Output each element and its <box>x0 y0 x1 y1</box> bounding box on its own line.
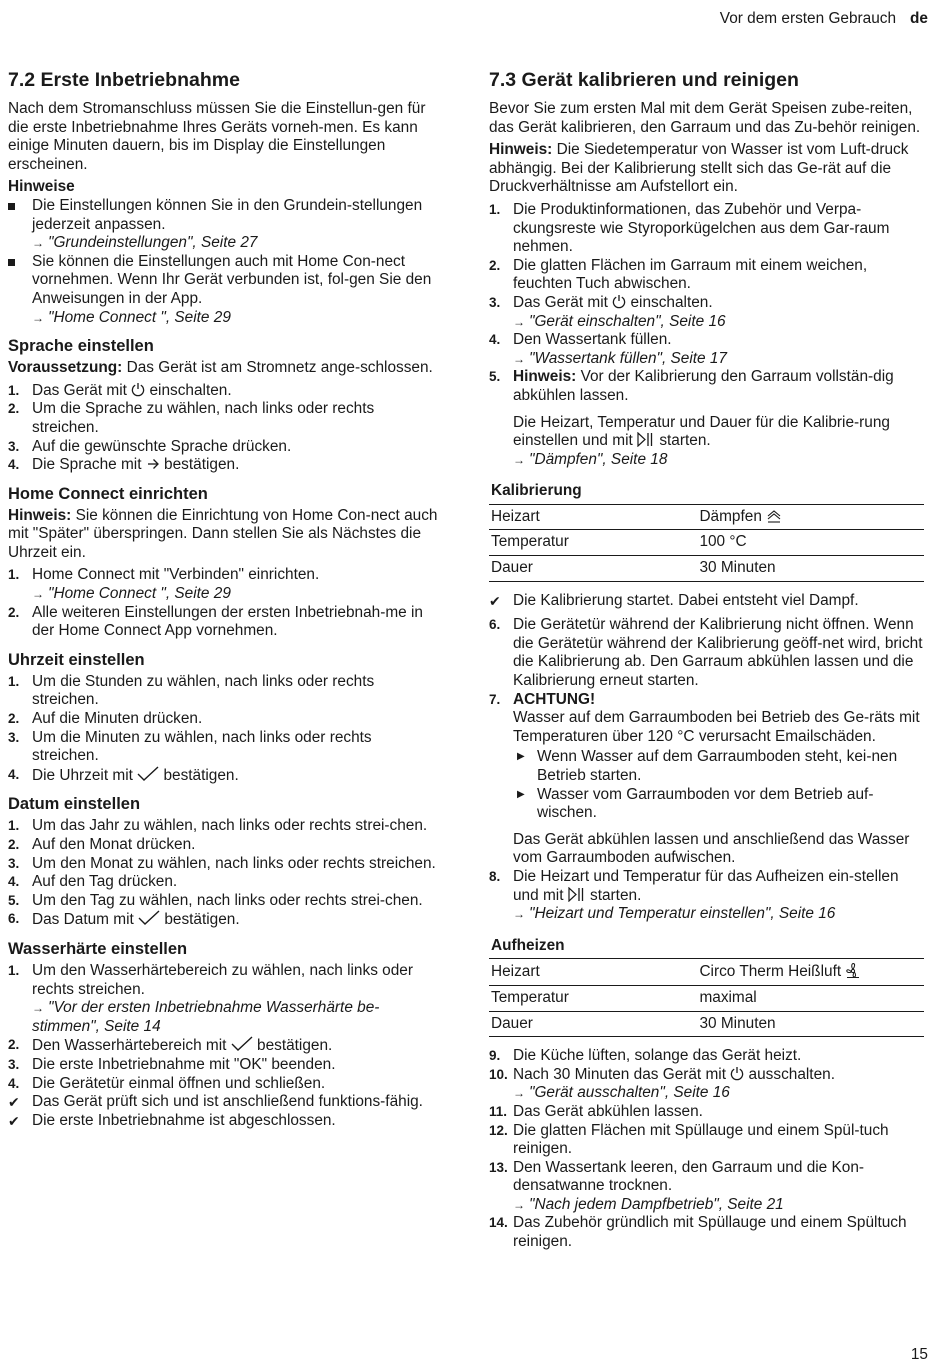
reference-arrow-icon: → <box>32 310 44 325</box>
result-check-icon: ✔ <box>8 1112 20 1129</box>
step-number: 14. <box>489 1215 508 1231</box>
table-cell-key: Heizart <box>489 959 693 986</box>
step-item <box>489 257 924 294</box>
step-text: Die glatten Flächen im Garraum mit einem weichen, feuchten Tuch abwischen. <box>513 256 868 293</box>
step-number: 3. <box>8 729 20 745</box>
step-number: 8. <box>489 868 501 884</box>
step-number: 3. <box>8 438 20 454</box>
reference-link[interactable]: "Home Connect ", Seite 29 <box>48 308 231 326</box>
reference-link[interactable]: "Home Connect ", Seite 29 <box>48 585 231 603</box>
step-number: 7. <box>489 691 501 707</box>
calibration-table <box>489 479 924 581</box>
step-text: Den Wassertank füllen. <box>513 331 672 349</box>
step-item <box>489 368 924 469</box>
note-text: Sie können die Einrichtung von Home Con-nect auch mit "Später" überspringen. Dann stellen Sie als Nächstes die Uhrzeit ein. <box>8 506 438 561</box>
reference-link[interactable]: "Wassertank füllen", Seite 17 <box>529 349 727 367</box>
cross-reference[interactable] <box>513 350 924 369</box>
checkmark-icon <box>231 1036 253 1052</box>
step-item <box>8 1075 440 1094</box>
cell-text: Circo Therm Heißluft <box>699 963 842 981</box>
reference-arrow-icon: → <box>513 907 525 922</box>
step-item <box>8 729 440 766</box>
step-item <box>8 910 440 930</box>
step-text: Das Datum mit <box>32 911 139 929</box>
table-cell-value: 100 °C <box>693 530 924 556</box>
cross-reference[interactable] <box>513 1084 924 1103</box>
step-text: bestätigen. <box>160 911 240 929</box>
step-item <box>8 766 440 786</box>
step-text: Die Uhrzeit mit <box>32 766 138 784</box>
step-item <box>8 873 440 892</box>
fan-icon <box>845 962 861 978</box>
step-number: 2. <box>8 401 20 417</box>
bullet-text: Wenn Wasser auf dem Garraumboden steht, kei-nen Betrieb starten. <box>537 748 898 784</box>
reference-link[interactable]: "Gerät ausschalten", Seite 16 <box>529 1084 730 1102</box>
warning-label: ACHTUNG! <box>513 690 596 708</box>
step-text: Auf den Tag drücken. <box>32 873 178 891</box>
cross-reference[interactable] <box>513 451 924 470</box>
left-column <box>8 68 440 1132</box>
header-language: de <box>910 10 928 27</box>
note-text: Die Siedetemperatur von Wasser ist vom Luft-druck abhängig. Bei der Kalibrierung stellt sich das Ge-rät auf die Druckverhältnisse am Aufstellort ein. <box>489 141 909 196</box>
bullet-text: Wasser vom Garraumboden vor dem Betrieb auf-wischen. <box>537 785 874 822</box>
step-text: Um die Minuten zu wählen, nach links oder rechts streichen. <box>32 728 372 765</box>
homeconnect-steps <box>8 566 440 640</box>
cell-text: Dämpfen <box>699 507 762 525</box>
step-number: 10. <box>489 1066 508 1082</box>
step-item <box>489 616 924 690</box>
step-text: Home Connect mit "Verbinden" einrichten. <box>32 566 320 584</box>
step-number: 4. <box>8 457 20 473</box>
table-cell-value: maximal <box>693 985 924 1011</box>
step-text: bestätigen. <box>252 1037 333 1055</box>
note-label: Hinweis: <box>8 506 72 524</box>
step-item <box>8 438 440 457</box>
page-header <box>720 10 928 29</box>
hinweis-text: Sie können die Einstellungen auch mit Home Con-nect vornehmen. Wenn Ihr Gerät verbunden ist, fol-gen Sie den Anweisungen in der App. <box>32 252 432 307</box>
note <box>489 141 924 197</box>
play-pause-icon <box>568 887 586 902</box>
step-text: bestätigen. <box>159 766 239 784</box>
step-number: 6. <box>489 617 501 633</box>
section-title-7-2: 7.2 Erste Inbetriebnahme <box>8 69 240 91</box>
step-text: Das Zubehör gründlich mit Spüllauge und einem Spültuch reinigen. <box>513 1214 907 1251</box>
uhrzeit-steps <box>8 673 440 786</box>
result-item <box>8 1093 440 1112</box>
hinweise-heading: Hinweise <box>8 178 75 196</box>
bullet-square-icon <box>8 259 15 266</box>
step-text: Die Produktinformationen, das Zubehör und Verpa-ckungsreste wie Styroporkügelchen aus dem Gar-raum nehmen. <box>513 200 890 256</box>
step-text: Die Sprache mit <box>32 456 146 474</box>
result-check-icon: ✔ <box>8 1094 20 1111</box>
list-item <box>8 253 440 327</box>
subsection-title: Uhrzeit einstellen <box>8 650 145 669</box>
step-number: 2. <box>8 837 20 852</box>
reference-arrow-icon: → <box>513 452 525 467</box>
step-text: Alle weiteren Einstellungen der ersten Inbetriebnah-me in der Home Connect App vornehmen. <box>32 603 423 640</box>
intro-paragraph: Bevor Sie zum ersten Mal mit dem Gerät Speisen zube-reiten, das Gerät kalibrieren, den Garraum und das Zu-behör reinigen. <box>489 100 921 136</box>
prerequisite-text: Das Gerät ist am Stromnetz ange-schlossen. <box>122 359 433 377</box>
table-cell-value <box>693 959 924 986</box>
cross-reference[interactable] <box>32 234 440 253</box>
step-number: 3. <box>8 1056 20 1072</box>
result-text: Das Gerät prüft sich und ist anschließend funktions-fähig. <box>32 1093 423 1111</box>
note-label: Hinweis: <box>513 368 577 386</box>
section-title-7-3: 7.3 Gerät kalibrieren und reinigen <box>489 69 799 91</box>
step-item <box>8 1036 440 1056</box>
wasserhaerte-steps <box>8 962 440 1130</box>
sprache-steps <box>8 382 440 475</box>
step-text: Den Wassertank leeren, den Garraum und die Kon-densatwanne trocknen. <box>513 1158 865 1195</box>
step-number: 3. <box>489 294 501 310</box>
result-text: Die erste Inbetriebnahme ist abgeschlossen. <box>32 1111 336 1129</box>
result-check-icon: ✔ <box>489 592 501 609</box>
step-item <box>489 1103 924 1122</box>
power-icon <box>730 1066 744 1081</box>
step-number: 4. <box>489 332 501 348</box>
table-cell-key: Dauer <box>489 556 693 582</box>
power-icon <box>612 294 626 309</box>
reference-link[interactable]: "Gerät einschalten", Seite 16 <box>529 312 726 330</box>
table-cell-key: Heizart <box>489 504 693 530</box>
note <box>8 507 440 563</box>
warning-text: Wasser auf dem Garraumboden bei Betrieb des Ge-räts mit Temperaturen über 120 °C verursacht Emailschäden. <box>513 709 920 745</box>
step-text: einschalten. <box>626 293 713 311</box>
step-number: 1. <box>8 567 20 583</box>
step-text: Die Gerätetür während der Kalibrierung nicht öffnen. Wenn die Gerätetür während der Kalibrierung geöff-net wird, bricht die Kalibrierung ab. Den Garraum abkühlen lassen und die Kalibrierung erneut starten. <box>513 616 923 690</box>
subsection-title: Home Connect einrichten <box>8 484 208 503</box>
step-item <box>8 1056 440 1075</box>
step-text: Das Gerät mit <box>513 293 613 311</box>
reference-link[interactable]: "Dämpfen", Seite 18 <box>529 450 668 468</box>
reference-link[interactable]: "Vor der ersten Inbetriebnahme Wasserhärte be-stimmen", Seite 14 <box>32 999 380 1035</box>
step-text: Die Gerätetür einmal öffnen und schließen. <box>32 1074 326 1092</box>
result-item <box>8 1112 440 1131</box>
note-label: Hinweis: <box>489 141 553 159</box>
play-pause-icon <box>637 432 655 447</box>
step-text: Auf die gewünschte Sprache drücken. <box>32 437 292 455</box>
step-number: 13. <box>489 1159 508 1175</box>
step-text: ausschalten. <box>744 1065 835 1083</box>
reference-link[interactable]: "Grundeinstellungen", Seite 27 <box>48 234 258 252</box>
step-item <box>8 962 440 1036</box>
reference-link[interactable]: "Heizart und Temperatur einstellen", Seite 16 <box>529 905 836 923</box>
page-number: 15 <box>910 1346 928 1364</box>
step-number: 4. <box>8 874 20 890</box>
step-item <box>8 400 440 437</box>
intro-paragraph: Nach dem Stromanschluss müssen Sie die Einstellun-gen für die erste Inbetriebnahme Ihres Geräts vorneh-men. Es kann einige Minuten dauern, bis im Display die Einstellungen erscheinen. <box>8 100 426 173</box>
step-text: Die erste Inbetriebnahme mit "OK" beenden. <box>32 1055 336 1073</box>
step-number: 1. <box>489 201 501 217</box>
step-item <box>489 1122 924 1159</box>
table-row <box>489 504 924 530</box>
step-item <box>8 836 440 855</box>
reference-arrow-icon: → <box>32 236 44 251</box>
step-item <box>8 855 440 874</box>
list-item <box>513 748 924 785</box>
step-text: Nach 30 Minuten das Gerät mit <box>513 1065 731 1083</box>
arrow-right-icon <box>146 457 160 471</box>
step-item <box>8 817 440 836</box>
hinweis-text: Die Einstellungen können Sie in den Grundein-stellungen jederzeit anpassen. <box>32 196 423 233</box>
table-row <box>489 556 924 582</box>
reference-arrow-icon: → <box>513 314 525 329</box>
step-item <box>8 710 440 729</box>
steam-icon <box>766 509 782 523</box>
step-text: Vor der Kalibrierung den Garraum vollstän-dig abkühlen lassen. <box>513 368 894 404</box>
step-number: 12. <box>489 1122 508 1138</box>
datum-steps <box>8 817 440 930</box>
reference-arrow-icon: → <box>513 351 525 366</box>
step-item <box>489 1066 924 1103</box>
subsection-title: Wasserhärte einstellen <box>8 939 188 958</box>
step-item <box>8 382 440 401</box>
calibration-steps <box>489 201 924 469</box>
reference-arrow-icon: → <box>32 1001 44 1016</box>
warning-bullets <box>513 748 924 822</box>
step-text: Um den Tag zu wählen, nach links oder rechts strei-chen. <box>32 891 423 909</box>
reference-arrow-icon: → <box>32 587 44 602</box>
table-row <box>489 1011 924 1037</box>
prerequisite-label: Voraussetzung: <box>8 359 123 377</box>
cross-reference[interactable] <box>32 309 440 328</box>
step-number: 1. <box>8 673 20 689</box>
calibration-steps-c <box>489 1047 924 1252</box>
header-section: Vor dem ersten Gebrauch <box>719 10 897 27</box>
step-continuation <box>513 414 924 451</box>
step-item <box>489 1047 924 1066</box>
step-item <box>8 604 440 641</box>
step-number: 2. <box>8 711 20 727</box>
step-number: 2. <box>8 1037 20 1053</box>
table-title: Aufheizen <box>489 934 924 959</box>
step-text: Auf den Monat drücken. <box>32 836 196 853</box>
list-item <box>8 197 440 253</box>
step-text: Auf die Minuten drücken. <box>32 710 203 728</box>
list-item <box>513 786 924 823</box>
table-row <box>489 530 924 556</box>
triangle-bullet-icon: ▶ <box>517 788 525 800</box>
power-icon <box>131 382 145 397</box>
cross-reference[interactable] <box>32 585 440 604</box>
step-text: einschalten. <box>145 381 232 399</box>
warning-item <box>489 691 924 868</box>
step-number: 4. <box>8 766 20 782</box>
cross-reference[interactable] <box>513 1196 924 1215</box>
step-number: 1. <box>8 962 20 978</box>
step-text: Um die Sprache zu wählen, nach links oder rechts streichen. <box>32 400 375 436</box>
step-number: 2. <box>489 257 501 273</box>
step-number: 1. <box>8 382 20 398</box>
reference-link[interactable]: "Nach jedem Dampfbetrieb", Seite 21 <box>529 1195 784 1213</box>
step-item <box>489 331 924 368</box>
step-text: Die Heizart und Temperatur für das Aufheizen ein-stellen und mit <box>513 867 899 904</box>
table-row <box>489 985 924 1011</box>
table-cell-key: Temperatur <box>489 530 693 556</box>
step-text: Das Gerät mit <box>32 381 132 399</box>
step-text: Um den Monat zu wählen, nach links oder rechts streichen. <box>32 854 436 872</box>
table-cell-key: Temperatur <box>489 985 693 1011</box>
step-text: Um den Wasserhärtebereich zu wählen, nach links oder rechts streichen. <box>32 961 413 998</box>
table-title: Kalibrierung <box>489 479 924 504</box>
cross-reference[interactable] <box>513 905 924 924</box>
step-number: 9. <box>489 1048 501 1064</box>
step-number: 11. <box>489 1103 508 1119</box>
step-item <box>489 294 924 331</box>
step-text: starten. <box>585 886 642 904</box>
prerequisite <box>8 359 440 378</box>
step-text: Die Heizart, Temperatur und Dauer für die Kalibrie-rung einstellen und mit <box>513 413 890 450</box>
hinweise-list <box>8 197 440 327</box>
subsection-title: Datum einstellen <box>8 795 141 814</box>
step-item <box>8 673 440 710</box>
step-text: Die glatten Flächen mit Spüllauge und einem Spül-tuch reinigen. <box>513 1121 889 1158</box>
step-item <box>489 1214 924 1251</box>
cross-reference[interactable] <box>513 313 924 332</box>
triangle-bullet-icon: ▶ <box>517 751 525 763</box>
table-cell-key: Dauer <box>489 1011 693 1037</box>
step-text: starten. <box>655 432 711 450</box>
step-item <box>8 456 440 475</box>
step-number: 5. <box>489 369 501 385</box>
checkmark-icon <box>138 910 160 926</box>
step-text: Um die Stunden zu wählen, nach links oder rechts streichen. <box>32 672 375 709</box>
step-number: 4. <box>8 1075 20 1091</box>
warning-after-text: Das Gerät abkühlen lassen und anschließend das Wasser vom Garraumboden aufwischen. <box>513 830 910 867</box>
result-text: Die Kalibrierung startet. Dabei entsteht viel Dampf. <box>513 591 859 609</box>
calibration-steps-b <box>489 592 924 924</box>
step-text: bestätigen. <box>159 456 240 474</box>
preheat-table <box>489 934 924 1037</box>
step-item <box>489 868 924 924</box>
step-item <box>8 566 440 603</box>
result-item <box>489 592 924 611</box>
subsection-title: Sprache einstellen <box>8 337 154 356</box>
bullet-square-icon <box>8 203 15 210</box>
table-cell-value: 30 Minuten <box>693 556 924 582</box>
step-number: 1. <box>8 818 20 834</box>
step-number: 2. <box>8 604 20 620</box>
right-column <box>489 68 924 1254</box>
step-number: 5. <box>8 892 20 908</box>
step-number: 3. <box>8 855 20 871</box>
reference-arrow-icon: → <box>513 1197 525 1212</box>
table-cell-value <box>693 504 924 530</box>
checkmark-icon <box>137 766 159 782</box>
step-text: Den Wasserhärtebereich mit <box>32 1037 231 1055</box>
step-text: Die Küche lüften, solange das Gerät heizt. <box>513 1047 802 1065</box>
step-item <box>489 201 924 257</box>
step-number: 6. <box>8 911 20 927</box>
step-text: Um das Jahr zu wählen, nach links oder rechts strei-chen. <box>32 817 428 835</box>
table-row <box>489 959 924 986</box>
step-item <box>8 892 440 911</box>
step-text: Das Gerät abkühlen lassen. <box>513 1102 703 1120</box>
reference-arrow-icon: → <box>513 1086 525 1101</box>
step-item <box>489 1159 924 1215</box>
cross-reference[interactable] <box>32 999 440 1036</box>
table-cell-value: 30 Minuten <box>693 1011 924 1037</box>
